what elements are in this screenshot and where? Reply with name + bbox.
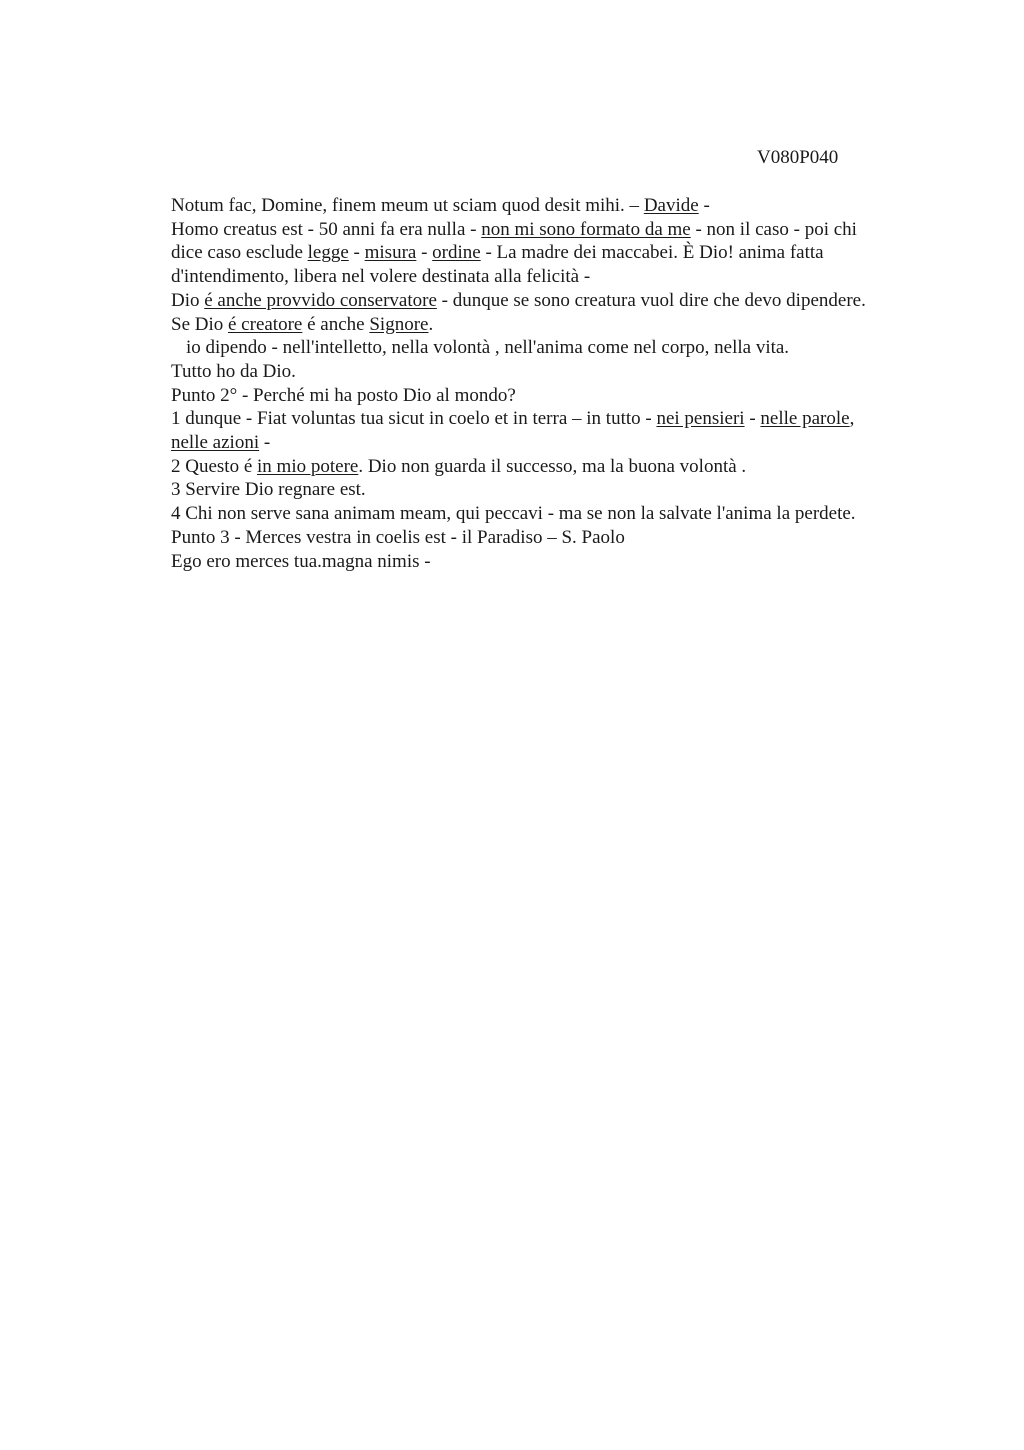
text-segment: Homo creatus est - 50 anni fa era nulla -	[171, 218, 482, 240]
text-segment: . Dio non guarda il successo, ma la buona volontà .	[358, 455, 747, 477]
text-segment: Dio	[171, 289, 205, 311]
underlined-text: in mio potere	[257, 455, 359, 477]
text-line	[171, 526, 951, 550]
text-line	[171, 289, 951, 313]
text-segment: 4 Chi non serve sana animam meam, qui peccavi - ma se non la salvate l'anima la perdete.	[171, 503, 856, 525]
text-segment: Notum fac, Domine, finem meum ut sciam quod desit mihi. –	[171, 195, 644, 216]
text-segment: ,	[849, 408, 855, 430]
text-segment: -	[744, 408, 761, 430]
text-line	[171, 478, 951, 502]
text-line	[171, 313, 951, 337]
text-segment: 1 dunque - Fiat voluntas tua sicut in coelo et in terra – in tutto -	[171, 408, 657, 430]
text-segment: -	[416, 242, 433, 264]
text-segment: Punto 2° - Perché mi ha posto Dio al mondo?	[171, 384, 516, 406]
text-segment: d'intendimento, libera nel volere destinata alla felicità -	[171, 266, 591, 288]
text-segment: é anche	[302, 313, 370, 335]
text-segment: Se Dio	[171, 313, 228, 335]
text-segment: -	[698, 195, 710, 216]
text-segment: 2 Questo é	[171, 455, 258, 477]
text-line	[171, 502, 951, 526]
text-line	[171, 241, 951, 265]
document-id: V080P040	[757, 147, 839, 168]
text-segment: 3 Servire Dio regnare est.	[171, 479, 366, 501]
text-line	[171, 431, 951, 455]
underlined-text: Signore	[369, 313, 429, 335]
text-segment: dice caso esclude	[171, 242, 308, 264]
text-segment: -	[259, 432, 271, 454]
text-line	[171, 336, 951, 360]
text-line	[171, 194, 951, 218]
underlined-text: Davide	[643, 195, 699, 216]
text-segment: -	[348, 242, 365, 264]
text-line	[171, 218, 951, 242]
underlined-text: misura	[364, 242, 417, 264]
underlined-text: nelle parole	[760, 408, 850, 430]
text-segment: Tutto ho da Dio.	[171, 360, 296, 382]
underlined-text: é creatore	[228, 313, 303, 335]
text-segment: Punto 3 - Merces vestra in coelis est - il Paradiso – S. Paolo	[171, 526, 625, 548]
underlined-text: nelle azioni	[171, 432, 260, 454]
text-segment: - La madre dei maccabei. È Dio! anima fatta	[480, 242, 824, 264]
text-segment: - non il caso - poi chi	[690, 218, 857, 240]
document-body	[171, 194, 951, 573]
text-segment: .	[428, 313, 434, 335]
text-segment: io dipendo - nell'intelletto, nella volontà , nell'anima come nel corpo, nella vita.	[186, 337, 790, 359]
text-line	[171, 407, 951, 431]
text-segment: Ego ero merces tua.magna nimis -	[171, 550, 431, 572]
underlined-text: non mi sono formato da me	[481, 218, 691, 240]
text-line	[171, 455, 951, 479]
underlined-text: é anche provvido conservatore	[204, 289, 437, 311]
underlined-text: legge	[307, 242, 349, 264]
text-line	[171, 265, 951, 289]
text-line	[171, 550, 951, 574]
text-line	[171, 384, 951, 408]
text-line	[171, 360, 951, 384]
underlined-text: nei pensieri	[656, 408, 745, 430]
text-segment: - dunque se sono creatura vuol dire che devo dipendere.	[436, 289, 866, 311]
underlined-text: ordine	[432, 242, 481, 264]
